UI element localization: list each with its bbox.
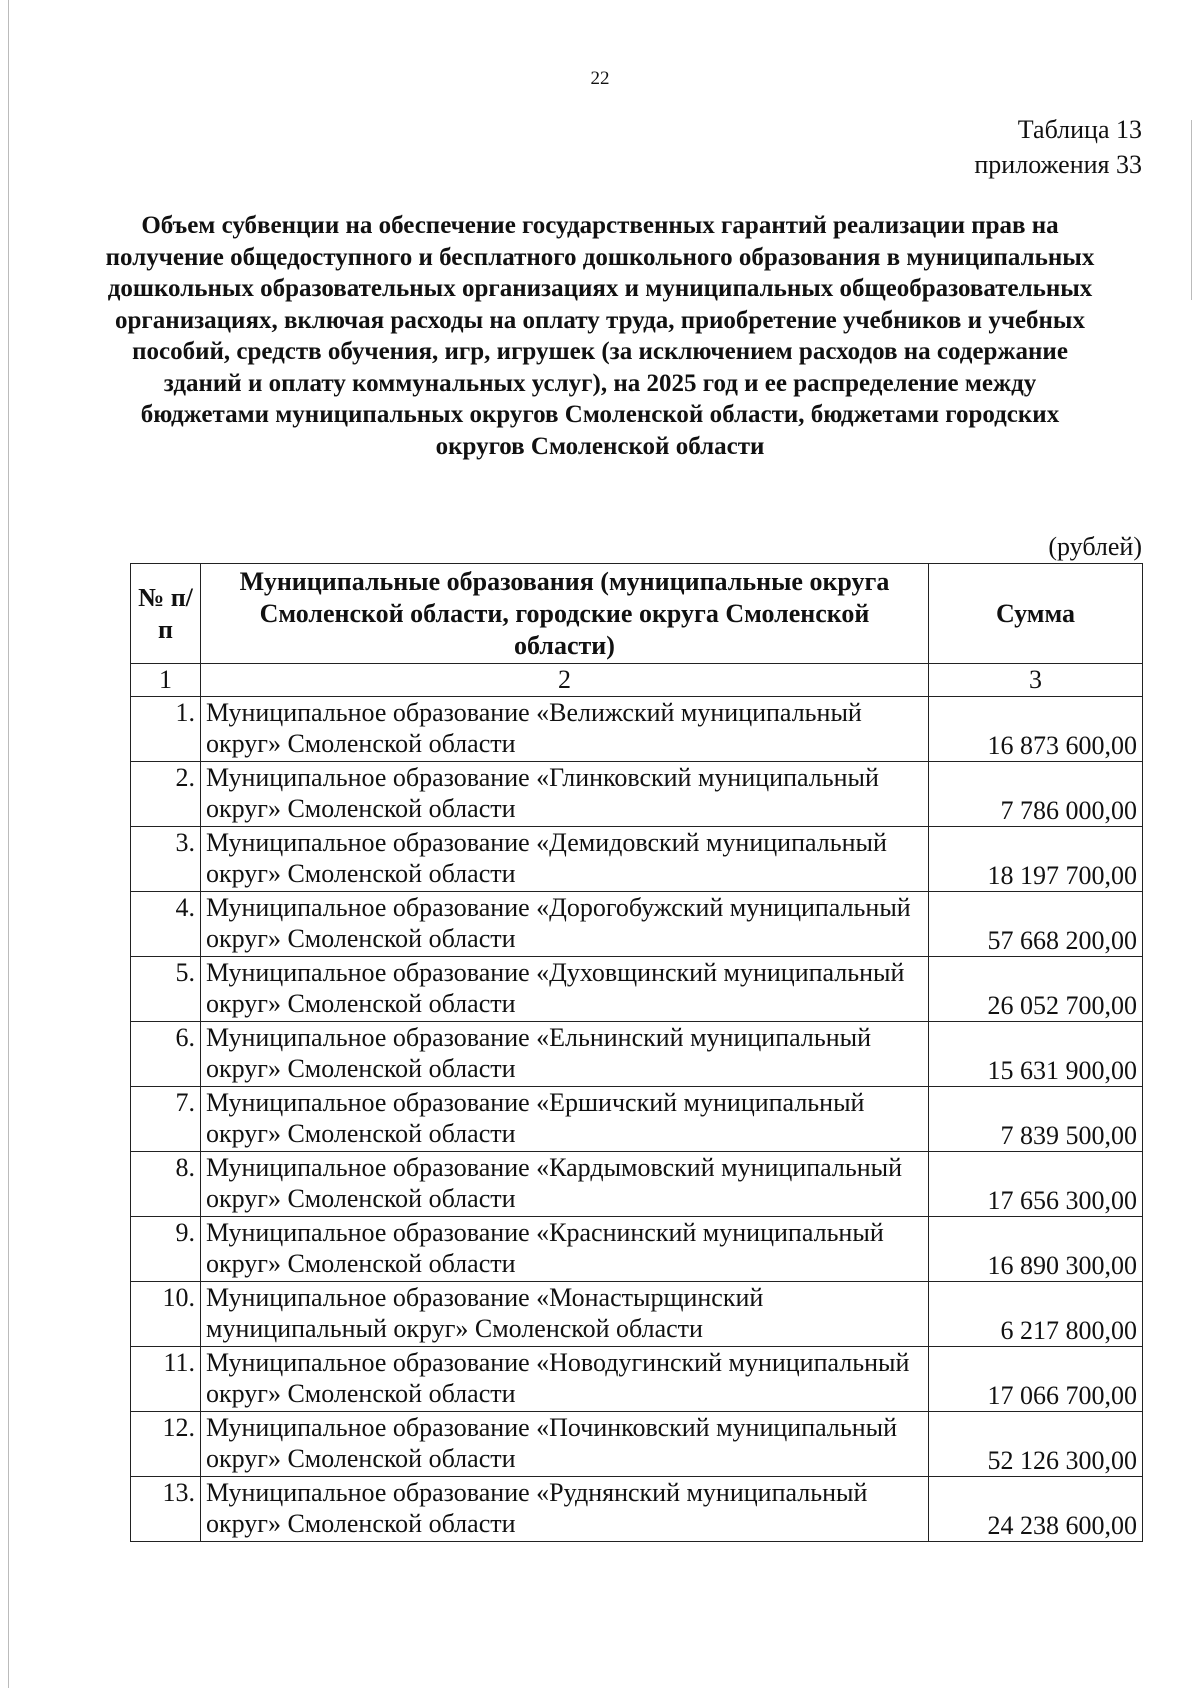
document-title: Объем субвенции на обеспечение государственных гарантий реализации прав на получение общедоступного и бесплатного дошкольного образования в муниципальных дошкольных образовательных организациях и муниципальных общеобразовательных организациях, включая расходы на оплату труда, приобретение учебников и учебных пособий, средств обучения, игр, игрушек (за исключением расходов на содержание зданий и оплату коммунальных услуг), на 2025 год и ее распределение между бюджетами муниципальных округов Смоленской области, бюджетами городских округов Смоленской области bbox=[105, 212, 1095, 460]
municipality-name: Муниципальное образование «Новодугинский муниципальный округ» Смоленской области bbox=[201, 1347, 929, 1412]
municipality-name: Муниципальное образование «Демидовский муниципальный округ» Смоленской области bbox=[201, 827, 929, 892]
table-row bbox=[131, 1152, 1143, 1217]
subvention-table bbox=[130, 563, 1143, 1542]
row-number: 11. bbox=[131, 1347, 201, 1412]
table-row bbox=[131, 957, 1143, 1022]
table-reference-line-2: приложения 33 bbox=[974, 150, 1142, 179]
municipality-name: Муниципальное образование «Духовщинский муниципальный округ» Смоленской области bbox=[201, 957, 929, 1022]
municipality-name: Муниципальное образование «Велижский муниципальный округ» Смоленской области bbox=[201, 697, 929, 762]
subvention-amount: 6 217 800,00 bbox=[929, 1282, 1143, 1347]
row-number: 2. bbox=[131, 762, 201, 827]
row-number: 5. bbox=[131, 957, 201, 1022]
units-label: (рублей) bbox=[1048, 532, 1142, 561]
row-number: 8. bbox=[131, 1152, 201, 1217]
subvention-amount: 17 656 300,00 bbox=[929, 1152, 1143, 1217]
table-row bbox=[131, 1412, 1143, 1477]
municipality-name: Муниципальное образование «Глинковский муниципальный округ» Смоленской области bbox=[201, 762, 929, 827]
row-number: 7. bbox=[131, 1087, 201, 1152]
municipality-name: Муниципальное образование «Монастырщинский муниципальный округ» Смоленской области bbox=[201, 1282, 929, 1347]
row-number: 1. bbox=[131, 697, 201, 762]
row-number: 9. bbox=[131, 1217, 201, 1282]
municipality-name: Муниципальное образование «Кардымовский муниципальный округ» Смоленской области bbox=[201, 1152, 929, 1217]
column-number-1: 1 bbox=[131, 664, 201, 697]
subvention-amount: 18 197 700,00 bbox=[929, 827, 1143, 892]
table-row bbox=[131, 1022, 1143, 1087]
subvention-amount: 17 066 700,00 bbox=[929, 1347, 1143, 1412]
table-row bbox=[131, 1347, 1143, 1412]
table-row bbox=[131, 892, 1143, 957]
table-row bbox=[131, 1217, 1143, 1282]
table-row bbox=[131, 1477, 1143, 1542]
municipality-name: Муниципальное образование «Краснинский муниципальный округ» Смоленской области bbox=[201, 1217, 929, 1282]
municipality-name: Муниципальное образование «Ельнинский муниципальный округ» Смоленской области bbox=[201, 1022, 929, 1087]
header-number: № п/п bbox=[131, 564, 201, 664]
subvention-amount: 7 786 000,00 bbox=[929, 762, 1143, 827]
municipality-name: Муниципальное образование «Починковский муниципальный округ» Смоленской области bbox=[201, 1412, 929, 1477]
table-row bbox=[131, 697, 1143, 762]
subvention-amount: 57 668 200,00 bbox=[929, 892, 1143, 957]
table-row bbox=[131, 827, 1143, 892]
subvention-amount: 52 126 300,00 bbox=[929, 1412, 1143, 1477]
table-header-row bbox=[131, 564, 1143, 664]
header-municipality: Муниципальные образования (муниципальные округа Смоленской области, городские округа Смоленской области) bbox=[201, 564, 929, 664]
column-number-2: 2 bbox=[201, 664, 929, 697]
subvention-amount: 16 873 600,00 bbox=[929, 697, 1143, 762]
subvention-amount: 7 839 500,00 bbox=[929, 1087, 1143, 1152]
table-reference bbox=[974, 112, 1142, 182]
row-number: 6. bbox=[131, 1022, 201, 1087]
table-row bbox=[131, 1282, 1143, 1347]
row-number: 4. bbox=[131, 892, 201, 957]
subvention-amount: 24 238 600,00 bbox=[929, 1477, 1143, 1542]
table-reference-line-1: Таблица 13 bbox=[1017, 115, 1142, 144]
table-row bbox=[131, 762, 1143, 827]
municipality-name: Муниципальное образование «Руднянский муниципальный округ» Смоленской области bbox=[201, 1477, 929, 1542]
row-number: 13. bbox=[131, 1477, 201, 1542]
row-number: 10. bbox=[131, 1282, 201, 1347]
column-number-row bbox=[131, 664, 1143, 697]
table-row bbox=[131, 1087, 1143, 1152]
page-number: 22 bbox=[590, 68, 610, 89]
header-sum: Сумма bbox=[929, 564, 1143, 664]
scan-edge-left bbox=[8, 0, 9, 1688]
subvention-amount: 16 890 300,00 bbox=[929, 1217, 1143, 1282]
column-number-3: 3 bbox=[929, 664, 1143, 697]
municipality-name: Муниципальное образование «Дорогобужский муниципальный округ» Смоленской области bbox=[201, 892, 929, 957]
municipality-name: Муниципальное образование «Ершичский муниципальный округ» Смоленской области bbox=[201, 1087, 929, 1152]
row-number: 3. bbox=[131, 827, 201, 892]
subvention-amount: 26 052 700,00 bbox=[929, 957, 1143, 1022]
row-number: 12. bbox=[131, 1412, 201, 1477]
scan-edge-right bbox=[1191, 120, 1192, 300]
subvention-amount: 15 631 900,00 bbox=[929, 1022, 1143, 1087]
